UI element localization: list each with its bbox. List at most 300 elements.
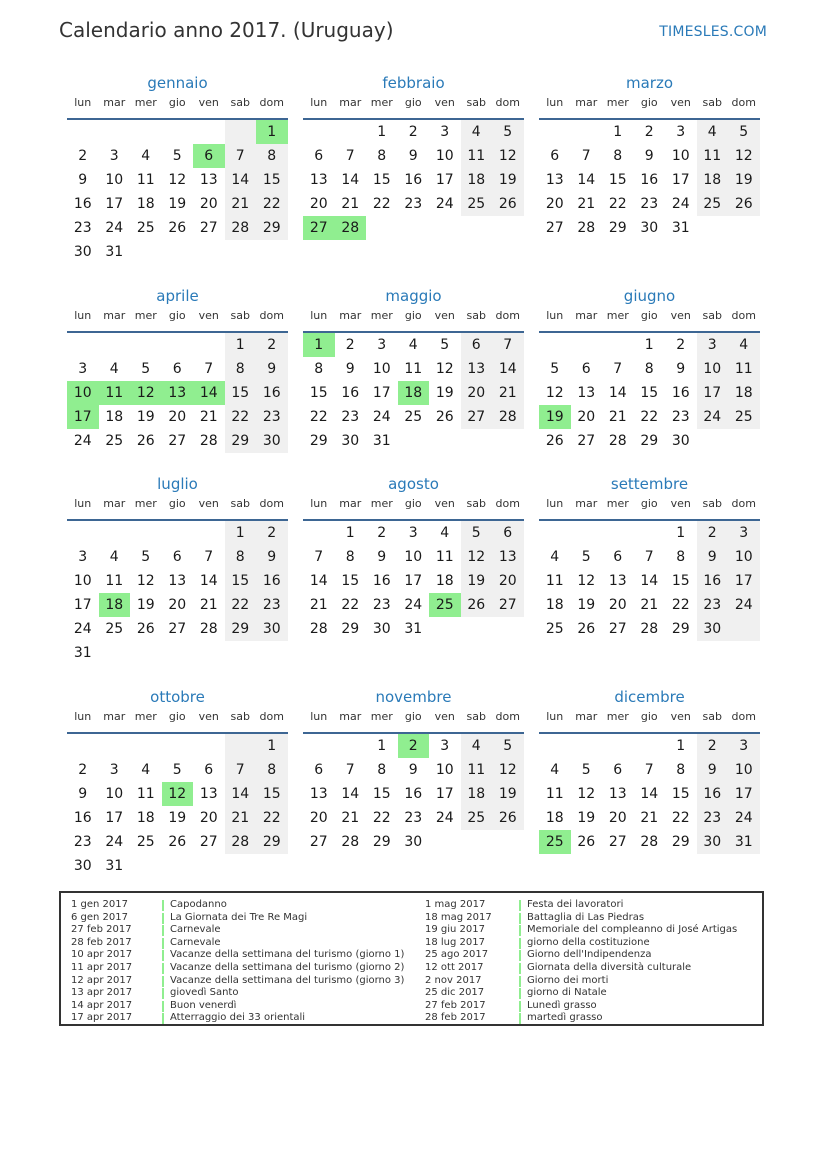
day-cell: 1 [644, 337, 654, 353]
day-cell: 29 [608, 220, 627, 236]
week-row [539, 405, 760, 429]
day-cell: 18 [105, 409, 124, 425]
week-row [539, 617, 760, 641]
day-cell: 16 [73, 810, 92, 826]
weekday-label: mer [134, 497, 157, 510]
day-cell: 9 [644, 148, 654, 164]
legend-holiday-name: Vacanze della settimana del turismo (giorno 1) [170, 949, 405, 961]
day-cell: 17 [728, 782, 760, 806]
empty-cell [162, 521, 194, 545]
day-cell: 6 [172, 361, 182, 377]
week-row [67, 734, 288, 758]
legend-date: 6 gen 2017 [71, 911, 129, 923]
day-cell: 30 [697, 617, 729, 641]
legend-date: 1 gen 2017 [71, 899, 129, 910]
day-cell: 6 [204, 762, 214, 778]
empty-cell [225, 240, 257, 264]
month-dicembre [539, 686, 760, 854]
day-cell: 7 [225, 144, 257, 168]
empty-cell [256, 641, 288, 665]
legend-date: 28 feb 2017 [71, 936, 132, 948]
weekday-header [303, 495, 524, 521]
empty-cell [634, 521, 666, 545]
legend-date: 27 feb 2017 [71, 924, 132, 936]
week-row [67, 144, 288, 168]
day-cell: 21 [225, 806, 257, 830]
day-cell: 4 [697, 120, 729, 144]
week-row [67, 641, 288, 665]
day-cell: 7 [345, 148, 355, 164]
day-cell: 16 [697, 782, 729, 806]
weekday-label: sab [230, 710, 250, 723]
day-cell: 23 [256, 593, 288, 617]
month-settembre [539, 473, 760, 641]
weekday-label: dom [259, 96, 284, 109]
empty-cell [539, 734, 571, 758]
day-cell: 7 [613, 361, 623, 377]
legend-holiday-name: Festa dei lavoratori [527, 899, 624, 910]
week-row [303, 120, 524, 144]
day-cell: 18 [697, 168, 729, 192]
day-cell: 27 [608, 834, 627, 850]
day-cell: 10 [67, 381, 99, 405]
empty-cell [256, 240, 288, 264]
day-cell: 19 [539, 405, 571, 429]
day-cell: 8 [676, 549, 686, 565]
day-cell: 23 [697, 806, 729, 830]
empty-cell [461, 830, 493, 854]
day-cell: 29 [225, 617, 257, 641]
holiday-color-marker [162, 913, 164, 924]
legend-date: 25 dic 2017 [425, 987, 485, 999]
day-cell: 19 [492, 782, 524, 806]
week-row [539, 593, 760, 617]
week-row [303, 405, 524, 429]
empty-cell [99, 120, 131, 144]
day-cell: 10 [435, 148, 454, 164]
weekday-label: mar [103, 96, 126, 109]
day-cell: 14 [492, 357, 524, 381]
legend-date: 27 feb 2017 [425, 999, 486, 1011]
day-cell: 6 [193, 144, 225, 168]
week-row [67, 216, 288, 240]
empty-cell [162, 641, 194, 665]
day-cell: 13 [577, 385, 596, 401]
day-cell: 30 [372, 621, 391, 637]
day-cell: 6 [461, 333, 493, 357]
week-row [67, 240, 288, 264]
day-cell: 27 [309, 834, 328, 850]
day-cell: 2 [78, 762, 88, 778]
day-cell: 26 [136, 433, 155, 449]
day-cell: 11 [136, 172, 155, 188]
empty-cell [492, 830, 524, 854]
week-row [539, 333, 760, 357]
day-cell: 29 [671, 834, 690, 850]
weekday-label: lun [310, 96, 328, 109]
legend-date: 13 apr 2017 [71, 987, 133, 999]
day-cell: 29 [225, 429, 257, 453]
weekday-label: gio [404, 497, 422, 510]
weekday-label: mer [134, 96, 157, 109]
week-row [539, 429, 760, 453]
day-cell: 20 [199, 810, 218, 826]
day-cell: 25 [697, 192, 729, 216]
day-cell: 11 [545, 786, 564, 802]
day-cell: 16 [404, 786, 423, 802]
day-cell: 22 [671, 810, 690, 826]
day-cell: 7 [225, 758, 257, 782]
holiday-color-marker [162, 976, 164, 987]
day-cell: 27 [492, 593, 524, 617]
day-cell: 24 [435, 196, 454, 212]
week-row [539, 381, 760, 405]
legend-date: 11 apr 2017 [71, 961, 133, 973]
day-cell: 3 [377, 337, 387, 353]
day-cell: 12 [461, 545, 493, 569]
day-cell: 1 [345, 525, 355, 541]
empty-cell [398, 429, 430, 453]
empty-cell [571, 333, 603, 357]
week-row [67, 569, 288, 593]
weekday-header [67, 708, 288, 734]
week-row [303, 806, 524, 830]
weekday-label: ven [198, 710, 219, 723]
month-agosto [303, 473, 524, 641]
weekday-label: dom [731, 96, 756, 109]
empty-cell [162, 734, 194, 758]
weekday-label: sab [702, 497, 722, 510]
week-row [67, 593, 288, 617]
day-cell: 23 [341, 409, 360, 425]
day-cell: 25 [461, 192, 493, 216]
day-cell: 16 [640, 172, 659, 188]
weekday-label: dom [495, 309, 520, 322]
legend-date: 10 apr 2017 [71, 949, 133, 961]
day-cell: 8 [377, 148, 387, 164]
day-cell: 8 [225, 545, 257, 569]
holiday-legend [59, 891, 764, 1026]
day-cell: 31 [73, 645, 92, 661]
day-cell: 4 [408, 337, 418, 353]
day-cell: 11 [99, 381, 131, 405]
day-cell: 4 [109, 549, 119, 565]
month-name: giugno [623, 287, 676, 305]
weekday-label: mar [103, 497, 126, 510]
day-cell: 19 [577, 810, 596, 826]
legend-holiday-name: martedì grasso [527, 1012, 603, 1024]
day-cell: 12 [492, 758, 524, 782]
legend-holiday-name: Memoriale del compleanno di José Artigas [527, 924, 738, 936]
site-link[interactable]: TIMESLES.COM [659, 24, 767, 40]
day-cell: 31 [372, 433, 391, 449]
weekday-label: dom [259, 309, 284, 322]
day-cell: 16 [341, 385, 360, 401]
day-cell: 3 [728, 521, 760, 545]
day-cell: 14 [193, 381, 225, 405]
week-row [67, 806, 288, 830]
day-cell: 21 [640, 597, 659, 613]
day-cell: 2 [408, 124, 418, 140]
day-cell: 24 [105, 220, 124, 236]
week-row [303, 333, 524, 357]
day-cell: 18 [99, 593, 131, 617]
day-cell: 18 [136, 810, 155, 826]
day-cell: 21 [608, 409, 627, 425]
empty-cell [67, 521, 99, 545]
day-cell: 29 [256, 216, 288, 240]
weekday-label: mer [370, 710, 393, 723]
day-cell: 4 [461, 120, 493, 144]
weekday-label: gio [640, 309, 658, 322]
weekday-label: mar [339, 497, 362, 510]
legend-holiday-name: Capodanno [170, 899, 227, 910]
day-cell: 5 [492, 120, 524, 144]
legend-holiday-name: La Giornata dei Tre Re Magi [170, 911, 308, 923]
legend-date: 12 ott 2017 [425, 961, 484, 973]
empty-cell [492, 429, 524, 453]
day-cell: 11 [545, 573, 564, 589]
empty-cell [539, 333, 571, 357]
legend-holiday-name: Atterraggio dei 33 orientali [170, 1012, 306, 1024]
holiday-color-marker [162, 938, 164, 949]
weekday-label: gio [404, 710, 422, 723]
day-cell: 20 [168, 597, 187, 613]
weekday-label: mar [103, 309, 126, 322]
day-cell: 2 [697, 734, 729, 758]
empty-cell [366, 216, 398, 240]
day-cell: 27 [199, 834, 218, 850]
month-name: luglio [157, 475, 198, 493]
empty-cell [193, 854, 225, 878]
day-cell: 26 [492, 806, 524, 830]
day-cell: 24 [697, 405, 729, 429]
day-cell: 13 [461, 357, 493, 381]
day-cell: 3 [78, 361, 88, 377]
empty-cell [162, 120, 194, 144]
day-cell: 10 [372, 361, 391, 377]
day-cell: 10 [435, 762, 454, 778]
holiday-color-marker [519, 925, 521, 936]
day-cell: 9 [78, 172, 88, 188]
day-cell: 28 [199, 433, 218, 449]
day-cell: 3 [109, 762, 119, 778]
day-cell: 2 [256, 333, 288, 357]
day-cell: 6 [613, 762, 623, 778]
day-cell: 8 [345, 549, 355, 565]
day-cell: 6 [613, 549, 623, 565]
day-cell: 10 [671, 148, 690, 164]
day-cell: 19 [577, 597, 596, 613]
week-row [303, 192, 524, 216]
weekday-label: ven [434, 497, 455, 510]
day-cell: 21 [577, 196, 596, 212]
day-cell: 21 [225, 192, 257, 216]
empty-cell [429, 830, 461, 854]
day-cell: 15 [225, 381, 257, 405]
weekday-label: mer [606, 710, 629, 723]
day-cell: 17 [728, 569, 760, 593]
day-cell: 3 [440, 738, 450, 754]
day-cell: 11 [404, 361, 423, 377]
week-row [539, 782, 760, 806]
legend-holiday-name: Carnevale [170, 924, 221, 936]
empty-cell [697, 429, 729, 453]
day-cell: 20 [577, 409, 596, 425]
day-cell: 4 [728, 333, 760, 357]
day-cell: 18 [545, 597, 564, 613]
week-row [67, 830, 288, 854]
day-cell: 28 [640, 834, 659, 850]
day-cell: 24 [671, 196, 690, 212]
day-cell: 13 [492, 545, 524, 569]
weekday-header [303, 307, 524, 333]
empty-cell [130, 120, 162, 144]
weekday-label: mar [575, 96, 598, 109]
weekday-header [67, 495, 288, 521]
day-cell: 18 [136, 196, 155, 212]
week-row [539, 569, 760, 593]
day-cell: 12 [130, 381, 162, 405]
day-cell: 1 [676, 525, 686, 541]
day-cell: 13 [168, 573, 187, 589]
day-cell: 5 [581, 549, 591, 565]
day-cell: 28 [225, 216, 257, 240]
day-cell: 26 [168, 220, 187, 236]
holiday-color-marker [162, 900, 164, 911]
weekday-label: ven [434, 710, 455, 723]
day-cell: 9 [256, 545, 288, 569]
day-cell: 5 [550, 361, 560, 377]
day-cell: 8 [676, 762, 686, 778]
week-row [303, 545, 524, 569]
weekday-label: ven [670, 497, 691, 510]
day-cell: 22 [225, 593, 257, 617]
week-row [67, 381, 288, 405]
weekday-label: dom [731, 710, 756, 723]
weekday-label: lun [310, 309, 328, 322]
week-row [67, 168, 288, 192]
week-row [303, 429, 524, 453]
empty-cell [99, 521, 131, 545]
day-cell: 24 [435, 810, 454, 826]
day-cell: 26 [545, 433, 564, 449]
day-cell: 30 [404, 834, 423, 850]
empty-cell [193, 240, 225, 264]
empty-cell [571, 521, 603, 545]
day-cell: 9 [697, 758, 729, 782]
page-title: Calendario anno 2017. (Uruguay) [59, 18, 394, 42]
day-cell: 5 [440, 337, 450, 353]
day-cell: 25 [461, 806, 493, 830]
day-cell: 26 [492, 192, 524, 216]
holiday-color-marker [162, 925, 164, 936]
day-cell: 19 [136, 597, 155, 613]
day-cell: 14 [309, 573, 328, 589]
month-name: febbraio [382, 74, 445, 92]
day-cell: 18 [435, 573, 454, 589]
day-cell: 21 [199, 597, 218, 613]
day-cell: 16 [697, 569, 729, 593]
day-cell: 1 [377, 738, 387, 754]
weekday-label: dom [731, 309, 756, 322]
day-cell: 31 [105, 858, 124, 874]
weekday-header [303, 94, 524, 120]
day-cell: 15 [640, 385, 659, 401]
day-cell: 29 [341, 621, 360, 637]
day-cell: 9 [676, 361, 686, 377]
day-cell: 26 [435, 409, 454, 425]
day-cell: 5 [461, 521, 493, 545]
day-cell: 9 [78, 786, 88, 802]
day-cell: 16 [372, 573, 391, 589]
legend-date: 18 lug 2017 [425, 936, 485, 948]
empty-cell [303, 120, 335, 144]
day-cell: 3 [728, 734, 760, 758]
day-cell: 19 [492, 168, 524, 192]
day-cell: 8 [613, 148, 623, 164]
month-maggio [303, 285, 524, 453]
empty-cell [429, 617, 461, 641]
day-cell: 30 [671, 433, 690, 449]
month-name: novembre [375, 688, 452, 706]
day-cell: 4 [141, 148, 151, 164]
day-cell: 19 [136, 409, 155, 425]
empty-cell [130, 734, 162, 758]
day-cell: 20 [199, 196, 218, 212]
week-row [303, 830, 524, 854]
month-aprile [67, 285, 288, 453]
day-cell: 15 [341, 573, 360, 589]
day-cell: 22 [256, 192, 288, 216]
weekday-label: sab [466, 309, 486, 322]
day-cell: 1 [225, 521, 257, 545]
day-cell: 26 [577, 621, 596, 637]
weekday-label: gio [168, 309, 186, 322]
day-cell: 9 [377, 549, 387, 565]
day-cell: 5 [492, 734, 524, 758]
month-name: agosto [388, 475, 439, 493]
day-cell: 16 [256, 569, 288, 593]
weekday-label: mer [370, 309, 393, 322]
day-cell: 14 [341, 786, 360, 802]
day-cell: 27 [199, 220, 218, 236]
day-cell: 19 [728, 168, 760, 192]
weekday-label: mer [370, 497, 393, 510]
day-cell: 30 [256, 617, 288, 641]
day-cell: 17 [435, 172, 454, 188]
day-cell: 27 [168, 621, 187, 637]
day-cell: 13 [608, 573, 627, 589]
week-row [303, 758, 524, 782]
day-cell: 2 [398, 734, 430, 758]
empty-cell [130, 641, 162, 665]
empty-cell [303, 521, 335, 545]
empty-cell [256, 854, 288, 878]
day-cell: 28 [335, 216, 367, 240]
day-cell: 4 [141, 762, 151, 778]
day-cell: 2 [345, 337, 355, 353]
weekday-label: sab [230, 96, 250, 109]
day-cell: 23 [404, 196, 423, 212]
day-cell: 13 [545, 172, 564, 188]
day-cell: 18 [461, 782, 493, 806]
day-cell: 6 [550, 148, 560, 164]
legend-holiday-name: Buon venerdì [170, 999, 237, 1011]
legend-holiday-name: Vacanze della settimana del turismo (giorno 3) [170, 974, 405, 986]
day-cell: 20 [492, 569, 524, 593]
day-cell: 9 [697, 545, 729, 569]
